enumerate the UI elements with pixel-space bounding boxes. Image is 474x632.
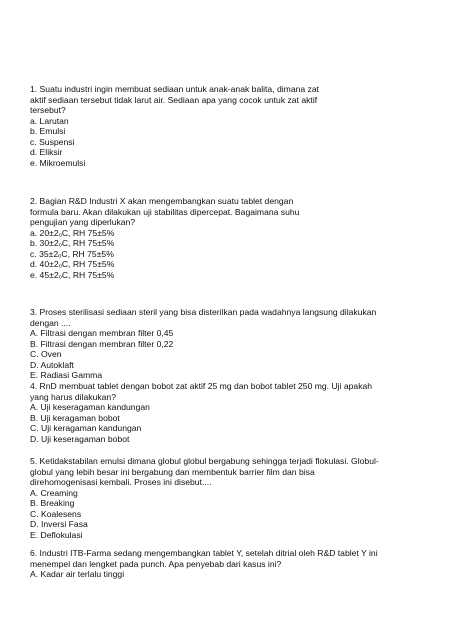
answer-option-b: B. Breaking [30,498,75,508]
answer-option-d: D. Uji keseragaman bobot [30,433,130,444]
answer-option-e: E. Radiasi Gamma [30,370,103,380]
question-text: 6. Industri ITB-Farma sedang mengembangkan tablet Y, setelah ditrial oleh R&D tablet Y ini menempel dan lengket pada punch. Apa penyebab dari kasus ini? [30,548,378,569]
answer-option-c: c. 35±2ₒC, RH 75±5% [30,248,114,259]
question-text: 2. Bagian R&D Industri X akan mengembangkan suatu tablet dengan formula baru. Akan dilakukan uji stabilitas dipercepat. Bagaimana suhu pengujian yang diperlukan? [30,196,300,227]
answer-option-d: d. Eliksir [30,147,63,157]
answer-option-e: e. 45±2ₒC, RH 75±5% [30,269,115,280]
answer-option-b: b. Emulsi [30,126,66,136]
answer-option-b: B. Filtrasi dengan membran filter 0,22 [30,338,174,349]
question-4 [30,381,440,444]
answer-option-c: C. Uji keragaman kandungan [30,423,142,433]
answer-option-a: A. Filtrasi dengan membran filter 0,45 [30,328,174,338]
answer-option-e: e. Mikroemulsi [30,157,86,168]
answer-option-d: D. Autoklaft [30,359,74,370]
question-text: 1. Suatu industri ingin membuat sediaan untuk anak-anak balita, dimana zat aktif sediaan tersebut tidak larut air. Sediaan apa yang cocok untuk zat aktif tersebut? [30,84,320,115]
answer-option-a: a. Larutan [30,115,69,126]
answer-option-b: B. Uji keragaman bobot [30,412,120,423]
answer-option-a: A. Uji keseragaman kandungan [30,402,150,412]
question-text: 4. RnD membuat tablet dengan bobot zat aktif 25 mg dan bobot tablet 250 mg. Uji apakah yang harus dilakukan? [30,381,373,402]
answer-option-a: A. Creaming [30,487,78,498]
question-6 [30,548,440,580]
answer-option-a: a. 20±2ₒC, RH 75±5% [30,227,115,238]
question-text: 3. Proses sterilisasi sediaan steril yang bisa disterilkan pada wadahnya langsung dilakukan dengan .... [30,307,377,328]
answer-option-b: b. 30±2ₒC, RH 75±5% [30,238,115,248]
answer-option-a: A. Kadar air terlalu tinggi [30,569,125,579]
answer-option-c: C. Koalesens [30,508,82,519]
answer-option-e: E. Deflokulasi [30,529,83,540]
question-1 [30,84,440,168]
answer-option-c: c. Suspensi [30,136,75,147]
question-3 [30,307,440,381]
answer-option-d: d. 40±2ₒC, RH 75±5% [30,259,115,269]
question-2 [30,196,440,280]
answer-option-d: D. Inversi Fasa [30,519,88,529]
question-text: 5. Ketidakstabilan emulsi dimana globul globul bergabung sehingga terjadi flokulasi. Globul- globul yang lebih besar ini bergabung dan membentuk barrier film dan bisa direhomogenisasi kembali. Proses ini disebut.... [30,456,379,487]
question-5 [30,456,440,540]
answer-option-c: C. Oven [30,349,62,359]
